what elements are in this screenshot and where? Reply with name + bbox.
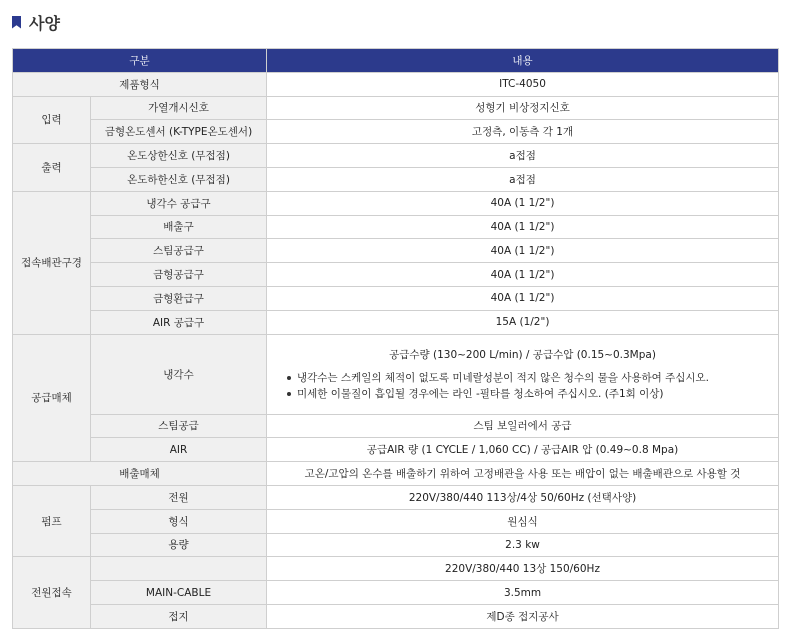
section-title: 사양 [29,13,60,33]
row-value: 성형기 비상정지신호 [267,96,779,120]
table-row [13,414,779,438]
row-label: 스팀공급구 [91,239,267,263]
row-value: 2.3 kw [267,533,779,557]
group-label: 전원접속 [13,557,91,628]
row-value: 40A (1 1/2") [267,263,779,287]
row-label: 금형공급구 [91,263,267,287]
row-value: 공급AIR 량 (1 CYCLE / 1,060 CC) / 공급AIR 압 (0.49~0.8 Mpa) [267,438,779,462]
list-item: 냉각수는 스케일의 체적이 없도록 미네랄성분이 적지 않은 청수의 물을 사용하여 주십시오. [285,370,772,386]
table-row [13,334,779,414]
row-label: 냉각수 공급구 [91,191,267,215]
row-value: 40A (1 1/2") [267,215,779,239]
group-label: 출력 [13,144,91,192]
bookmark-icon [12,16,21,29]
header-content: 내용 [267,49,779,73]
row-label: 냉각수 [91,334,267,414]
row-value: a접점 [267,144,779,168]
row-value: 고온/고압의 온수를 배출하기 위하여 고정배관을 사용 또는 배압이 없는 배출배관으로 사용할 것 [267,462,779,486]
spec-table [12,48,779,629]
group-label: 공급매체 [13,334,91,462]
table-row [13,604,779,628]
row-value: ITC-4050 [267,72,779,96]
row-value: 제D종 접지공사 [267,604,779,628]
table-row [13,263,779,287]
note-list [285,370,772,402]
table-row [13,286,779,310]
row-value: 40A (1 1/2") [267,239,779,263]
table-row [13,96,779,120]
row-label: 제품형식 [13,72,267,96]
row-label: AIR [91,438,267,462]
row-label: MAIN-CABLE [91,581,267,605]
row-value: 15A (1/2") [267,310,779,334]
group-label: 입력 [13,96,91,144]
row-label: AIR 공급구 [91,310,267,334]
row-label: 용량 [91,533,267,557]
list-item: 미세한 이물질이 흡입될 경우에는 라인 -필타를 청소하여 주십시오. (주1회 이상) [285,386,772,402]
row-label [91,557,267,581]
section-header [12,10,60,34]
table-row [13,120,779,144]
row-label: 금형온도센서 (K-TYPE온도센서) [91,120,267,144]
row-value: 공급수량 (130~200 L/min) / 공급수압 (0.15~0.3Mpa) [389,348,656,361]
table-row [13,533,779,557]
row-label: 가열개시신호 [91,96,267,120]
table-row [13,438,779,462]
row-value: 원심식 [267,509,779,533]
row-value: 스팀 보일러에서 공급 [267,414,779,438]
row-value: 3.5mm [267,581,779,605]
table-row [13,72,779,96]
table-row [13,191,779,215]
row-label: 접지 [91,604,267,628]
row-label: 온도하한신호 (무접점) [91,167,267,191]
table-row [13,167,779,191]
group-label: 펌프 [13,485,91,556]
group-label: 접속배관구경 [13,191,91,334]
row-value: a접점 [267,167,779,191]
row-label: 스팀공급 [91,414,267,438]
table-row [13,215,779,239]
table-row [13,509,779,533]
table-row [13,485,779,509]
row-label: 형식 [91,509,267,533]
table-row [13,462,779,486]
table-row [13,310,779,334]
row-value: 고정측, 이동측 각 1개 [267,120,779,144]
row-value-block [267,334,779,414]
row-value: 40A (1 1/2") [267,286,779,310]
row-label: 배출구 [91,215,267,239]
row-value: 40A (1 1/2") [267,191,779,215]
table-row [13,144,779,168]
row-label: 온도상한신호 (무접점) [91,144,267,168]
table-row [13,581,779,605]
row-value: 220V/380/440 113상/4상 50/60Hz (선택사양) [267,485,779,509]
row-label: 전원 [91,485,267,509]
row-value: 220V/380/440 13상 150/60Hz [267,557,779,581]
table-row [13,239,779,263]
header-category: 구분 [13,49,267,73]
row-label: 금형환급구 [91,286,267,310]
table-row [13,557,779,581]
row-label: 배출매체 [13,462,267,486]
